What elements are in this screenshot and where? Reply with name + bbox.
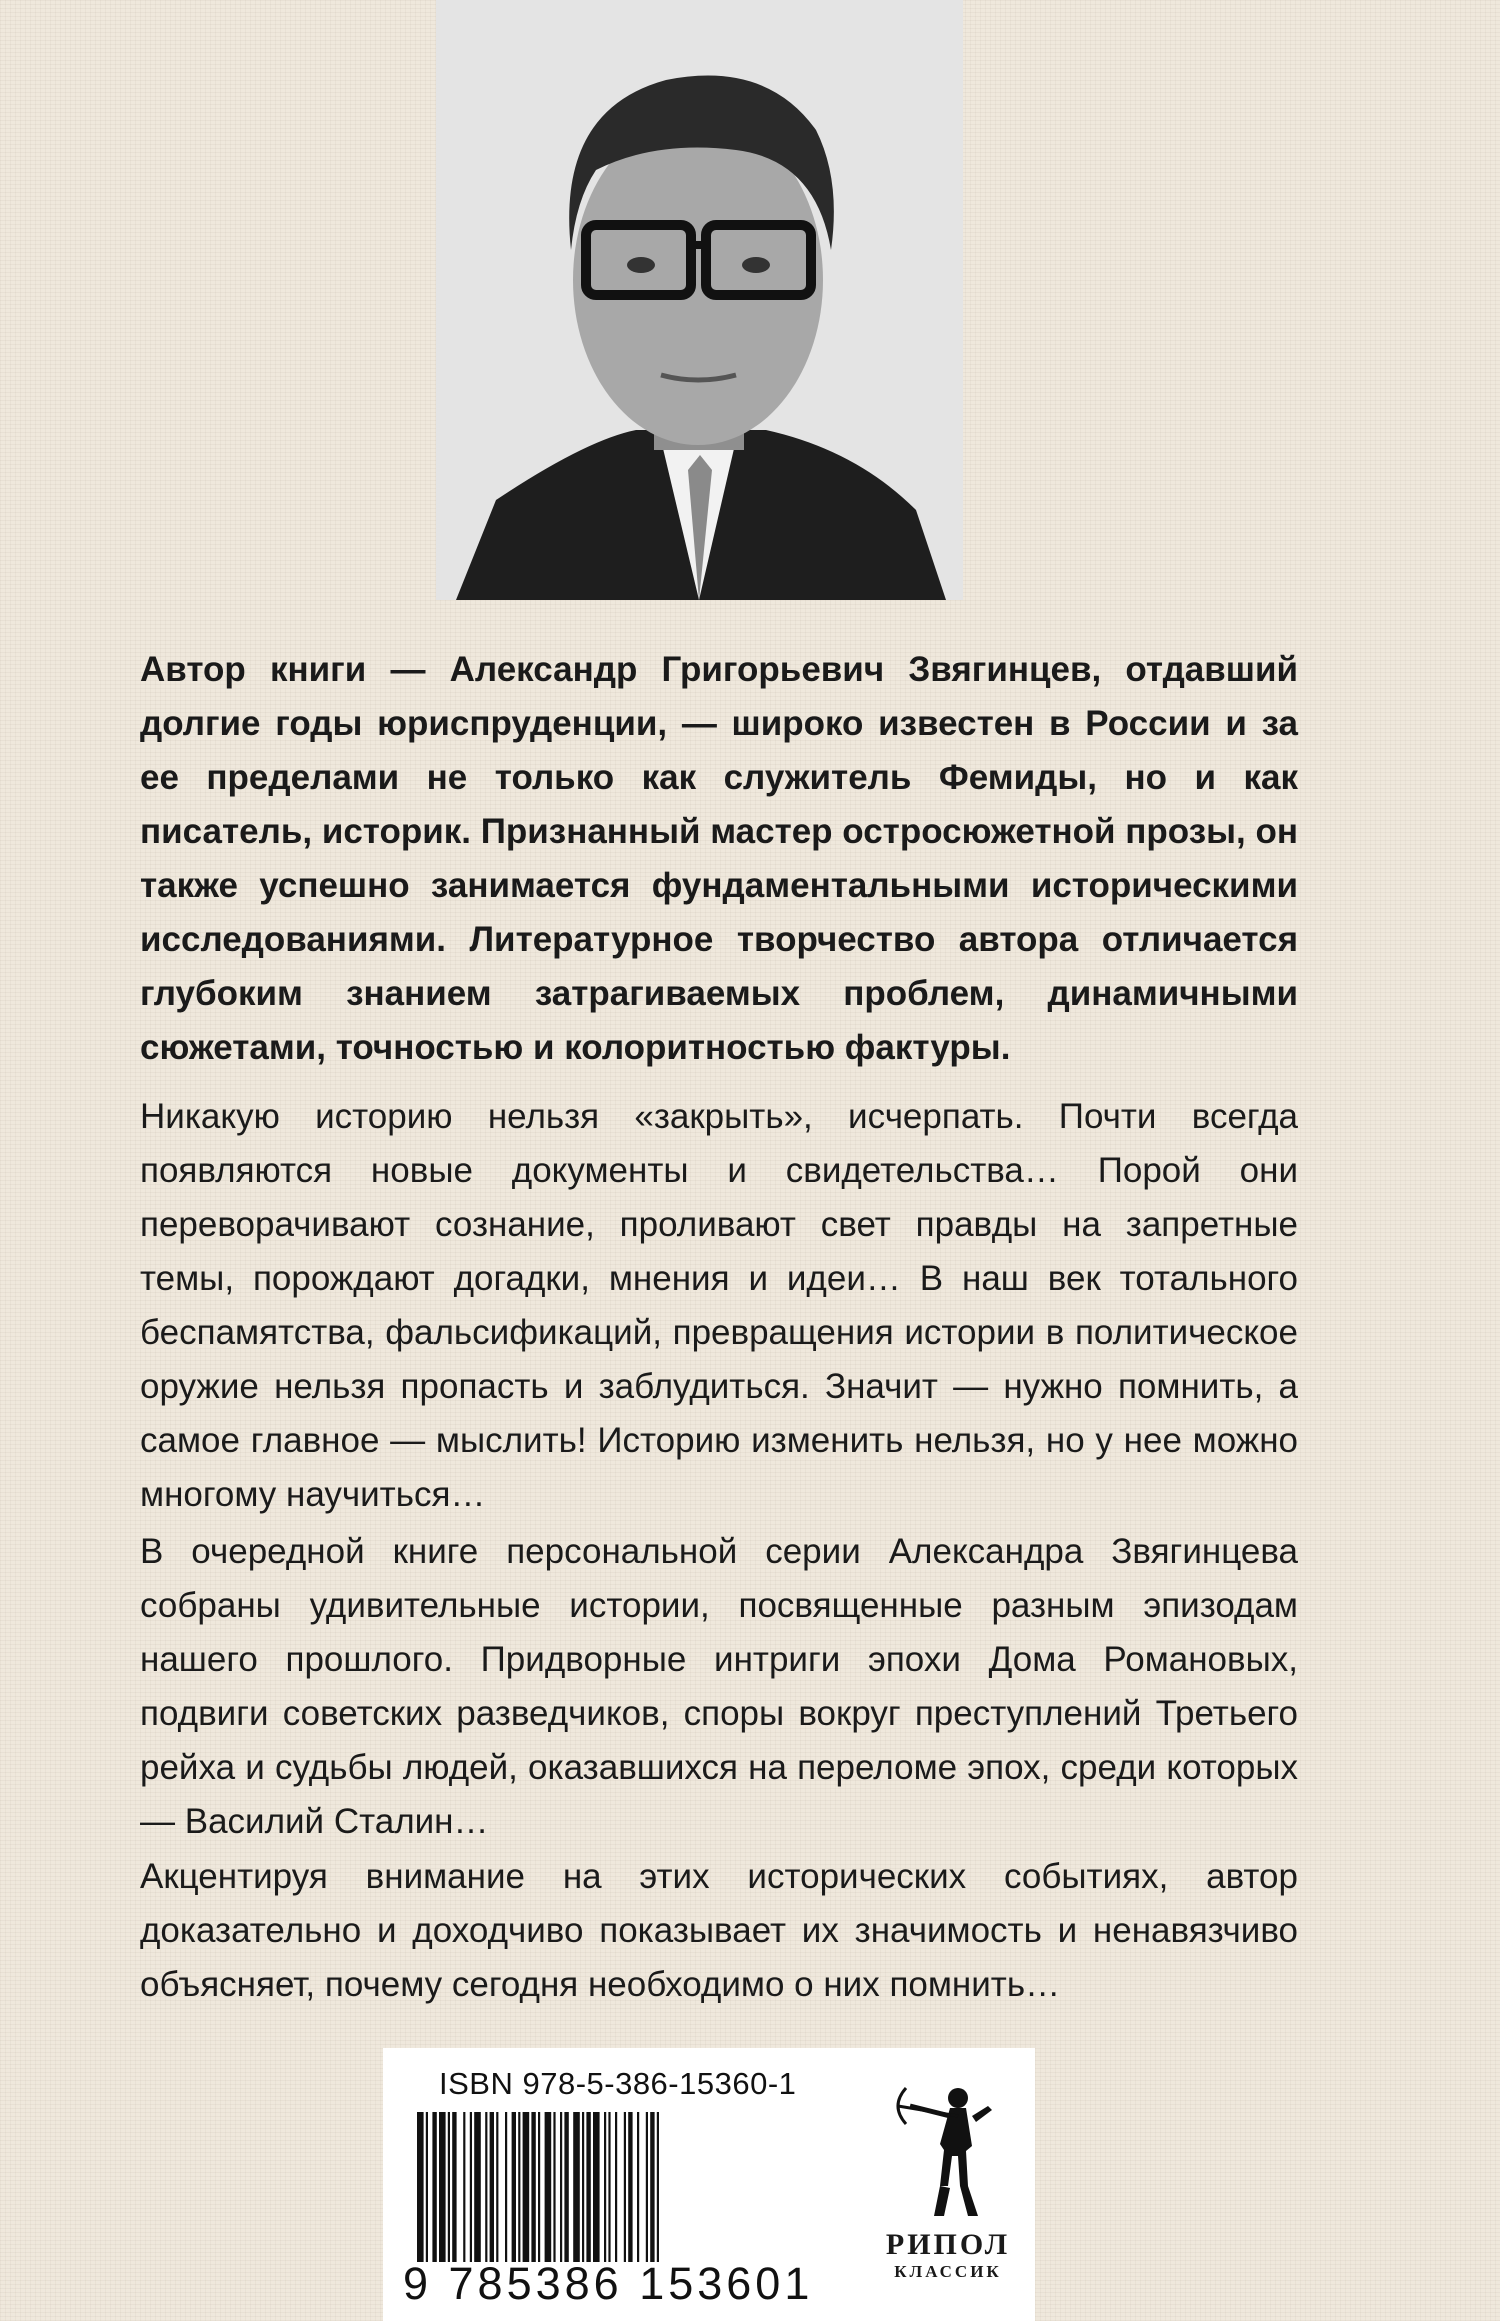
- description-paragraph-1: [140, 1090, 1298, 1522]
- paragraph-text: В очередной книге персональной серии Александра Звягинцева собраны удивительные истории, посвященные разным эпизодам нашего прошлого. Придворные интриги эпохи Дома Романовых, подвиги советских разведчиков, споры вокруг преступлений Третьего рейха и судьбы людей, оказавшихся на переломе эпох, среди которых — Василий Сталин…: [140, 1532, 1298, 1841]
- publisher-logo: [873, 2076, 1023, 2312]
- intro-text: Автор книги — Александр Григорьевич Звягинцев, отдавший долгие годы юриспруденции, — широко известен в России и за ее пределами не только как служитель Фемиды, но и как писатель, историк. Признанный мастер остросюжетной прозы, он также успешно занимается фундаментальными историческими исследованиями. Литературное творчество автора отличается глубоким знанием затрагиваемых проблем, динамичными сюжетами, точностью и колоритностью фактуры.: [140, 650, 1298, 1067]
- paragraph-text: Акцентируя внимание на этих исторических событиях, автор доказательно и доходчиво показывает их значимость и ненавязчиво объясняет, почему сегодня необходимо о них помнить…: [140, 1857, 1298, 2004]
- description-paragraph-3: [140, 1850, 1298, 2012]
- publisher-sub: КЛАССИК: [894, 2262, 1002, 2281]
- isbn-label: ISBN 978-5-386-15360-1: [439, 2066, 797, 2101]
- barcode: [413, 2112, 861, 2262]
- barcode-digits: 9 785386 153601: [403, 2258, 814, 2309]
- publisher-name: РИПОЛ: [885, 2228, 1011, 2261]
- archer-icon: [888, 2076, 1008, 2226]
- author-intro: [140, 643, 1298, 1075]
- description-paragraph-2: [140, 1525, 1298, 1849]
- author-photo: [436, 0, 963, 600]
- isbn-panel: [383, 2048, 1035, 2321]
- paragraph-text: Никакую историю нельзя «закрыть», исчерпать. Почти всегда появляются новые документы и свидетельства… Порой они переворачивают сознание, проливают свет правды на запретные темы, порождают догадки, мнения и идеи… В наш век тотального беспамятства, фальсификаций, превращения истории в политическое оружие нельзя пропасть и заблудиться. Значит — нужно помнить, а самое главное — мыслить! Историю изменить нельзя, но у нее можно многому научиться…: [140, 1097, 1298, 1514]
